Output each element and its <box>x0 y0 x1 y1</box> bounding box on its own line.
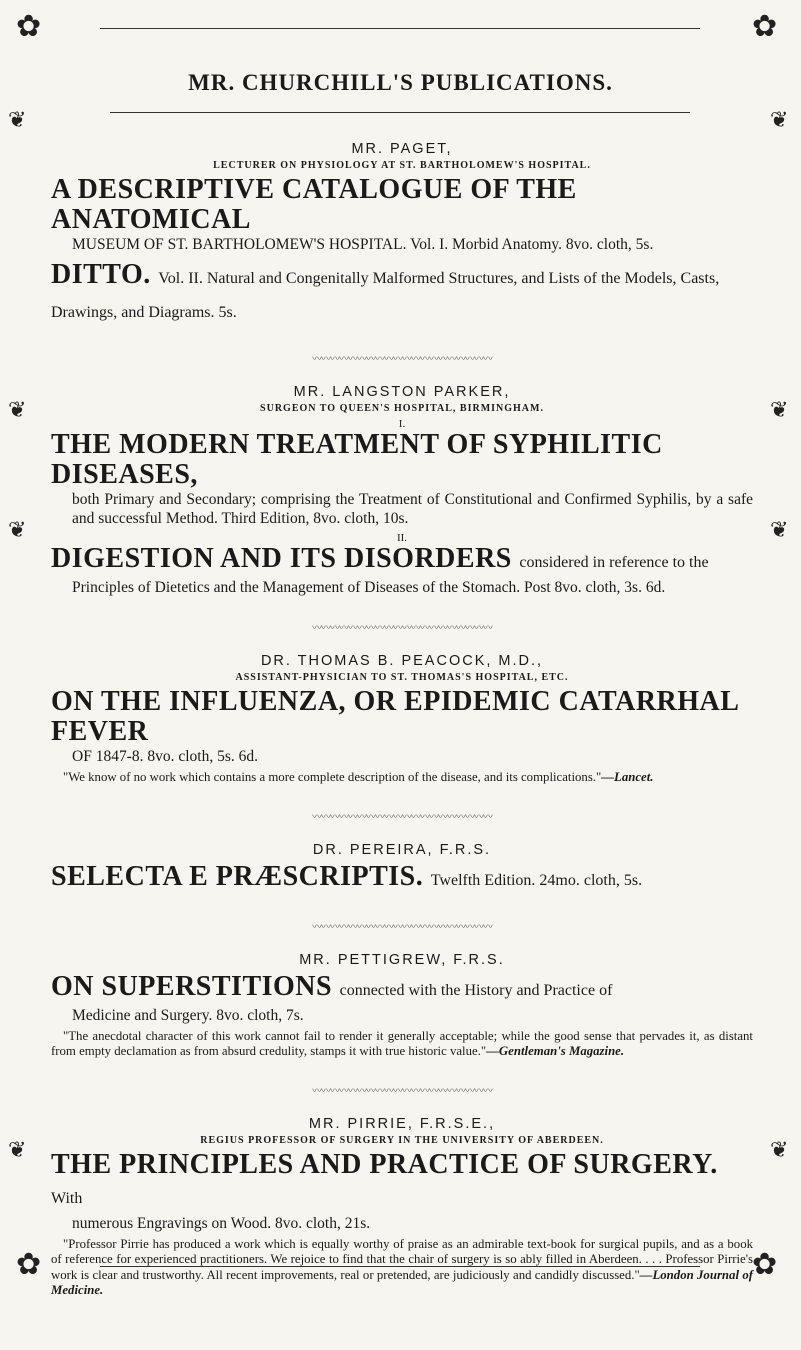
corner-ornament-bottom-left: ✿ <box>16 1247 42 1282</box>
author-position: SURGEON TO QUEEN'S HOSPITAL, BIRMINGHAM. <box>260 403 544 414</box>
quote-text: "Professor Pirrie has produced a work which is equally worthy of praise as an admirable text-book for surgical pupils, and as a book of reference for experienced practitioners. We rejoice to find that the chair of surgery is so ably filled in Aberdeen. . . . Professor Pirrie's work is clear and trustworthy. All recent improvements, real or pretended, are judiciously and candidly discussed." <box>51 1236 753 1282</box>
section-peacock <box>51 653 753 786</box>
book-title <box>51 544 753 578</box>
book-description: both Primary and Secondary; comprising the Treatment of Constitutional and Confirmed Syphilis, by a safe and successful Method. Third Edition, 8vo. cloth, 10s. <box>72 491 753 527</box>
author-name: MR. PIRRIE, F.R.S.E., <box>308 1115 496 1132</box>
side-ornament-left-1: ❦ <box>8 108 27 133</box>
title-tail: considered in reference to the <box>519 554 709 571</box>
quote-text: "The anecdotal character of this work cannot fail to render it generally acceptable; while the good sense that pervades it, as distant from empty declamation as from absurd credulity, stamps it with true historic value." <box>51 1028 753 1058</box>
section-paget <box>51 141 753 328</box>
title-main: ON SUPERSTITIONS <box>51 970 333 1002</box>
side-ornament-left-4: ❦ <box>8 1138 27 1163</box>
book-description: OF 1847-8. 8vo. cloth, 5s. 6d. <box>72 748 258 765</box>
bottom-border-rule <box>100 1266 700 1267</box>
review-quote <box>51 1029 753 1060</box>
side-ornament-right-1: ❦ <box>770 108 789 133</box>
book-title: A DESCRIPTIVE CATALOGUE OF THE ANATOMICAL <box>51 174 577 235</box>
book-title <box>51 972 753 1006</box>
publication-list <box>51 141 753 1299</box>
quote-source: —Gentleman's Magazine. <box>486 1044 625 1058</box>
author-name: DR. PEREIRA, F.R.S. <box>312 841 492 858</box>
book-title <box>51 1150 753 1214</box>
book-title <box>51 260 753 328</box>
book-title: ON THE INFLUENZA, OR EPIDEMIC CATARRHAL FEVER <box>51 686 738 747</box>
review-quote <box>51 1237 753 1299</box>
title-main: DITTO. <box>51 259 151 290</box>
side-ornament-right-4: ❦ <box>770 1138 789 1163</box>
corner-ornament-top-right: ✿ <box>752 9 778 44</box>
book-description: MUSEUM OF ST. BARTHOLOMEW'S HOSPITAL. Vol. I. Morbid Anatomy. 8vo. cloth, 5s. <box>72 236 654 253</box>
title-main: SELECTA E PRÆSCRIPTIS. <box>51 860 424 892</box>
entry-number: I. <box>398 418 406 430</box>
book-description: Principles of Dietetics and the Management of Diseases of the Stomach. Post 8vo. cloth, 3s. 6d. <box>72 579 666 596</box>
section-pereira <box>51 842 753 896</box>
section-separator: 〰〰〰〰〰〰〰〰〰〰〰〰〰〰〰〰〰〰〰〰 <box>312 1085 492 1096</box>
section-pirrie <box>51 1116 753 1299</box>
side-ornament-left-2: ❦ <box>8 398 27 423</box>
book-title: THE MODERN TREATMENT OF SYPHILITIC DISEASES, <box>51 429 663 490</box>
title-tail: Vol. II. Natural and Congenitally Malformed Structures, and Lists of the Models, Casts, Drawings, and Diagrams. 5s. <box>51 270 720 321</box>
author-name: MR. PAGET, <box>351 141 453 157</box>
book-description: Medicine and Surgery. 8vo. cloth, 7s. <box>72 1006 304 1024</box>
corner-ornament-top-left: ✿ <box>16 9 42 44</box>
title-main: DIGESTION AND ITS DISORDERS <box>51 543 512 574</box>
author-name: MR. PETTIGREW, F.R.S. <box>299 951 505 968</box>
section-separator: 〰〰〰〰〰〰〰〰〰〰〰〰〰〰〰〰〰〰〰〰 <box>312 623 492 633</box>
section-separator: 〰〰〰〰〰〰〰〰〰〰〰〰〰〰〰〰〰〰〰〰 <box>312 354 492 364</box>
section-pettigrew <box>51 952 753 1060</box>
quote-source: —Lancet. <box>601 770 654 784</box>
book-description: numerous Engravings on Wood. 8vo. cloth, 21s. <box>72 1214 371 1232</box>
side-ornament-left-3: ❦ <box>8 518 27 543</box>
section-langston-parker <box>51 384 753 597</box>
quote-text: "We know of no work which contains a more complete description of the disease, and its complications." <box>63 770 602 784</box>
author-name: DR. THOMAS B. PEACOCK, M.D., <box>260 653 544 669</box>
title-tail: connected with the History and Practice of <box>339 981 613 999</box>
title-tail: Twelfth Edition. 24mo. cloth, 5s. <box>430 871 643 889</box>
header-underline-rule <box>110 112 690 113</box>
section-separator: 〰〰〰〰〰〰〰〰〰〰〰〰〰〰〰〰〰〰〰〰 <box>312 921 492 932</box>
review-quote <box>51 770 753 786</box>
author-position: REGIUS PROFESSOR OF SURGERY IN THE UNIVERSITY OF ABERDEEN. <box>200 1134 604 1146</box>
side-ornament-right-2: ❦ <box>770 398 789 423</box>
entry-number: II. <box>396 532 408 544</box>
top-border-rule <box>100 28 700 29</box>
book-title <box>51 862 753 896</box>
author-position: LECTURER ON PHYSIOLOGY AT ST. BARTHOLOMEW'S HOSPITAL. <box>213 160 591 171</box>
corner-ornament-bottom-right: ✿ <box>752 1247 778 1282</box>
title-tail: With <box>51 1189 83 1207</box>
section-separator: 〰〰〰〰〰〰〰〰〰〰〰〰〰〰〰〰〰〰〰〰 <box>312 811 492 822</box>
quote-source: —London Journal of Medicine. <box>51 1267 753 1297</box>
author-name: MR. LANGSTON PARKER, <box>293 384 511 400</box>
title-main: THE PRINCIPLES AND PRACTICE OF SURGERY. <box>51 1148 718 1180</box>
side-ornament-right-3: ❦ <box>770 518 789 543</box>
page-header: MR. CHURCHILL'S PUBLICATIONS. <box>188 70 613 95</box>
author-position: ASSISTANT-PHYSICIAN TO ST. THOMAS'S HOSPITAL, ETC. <box>235 672 569 683</box>
